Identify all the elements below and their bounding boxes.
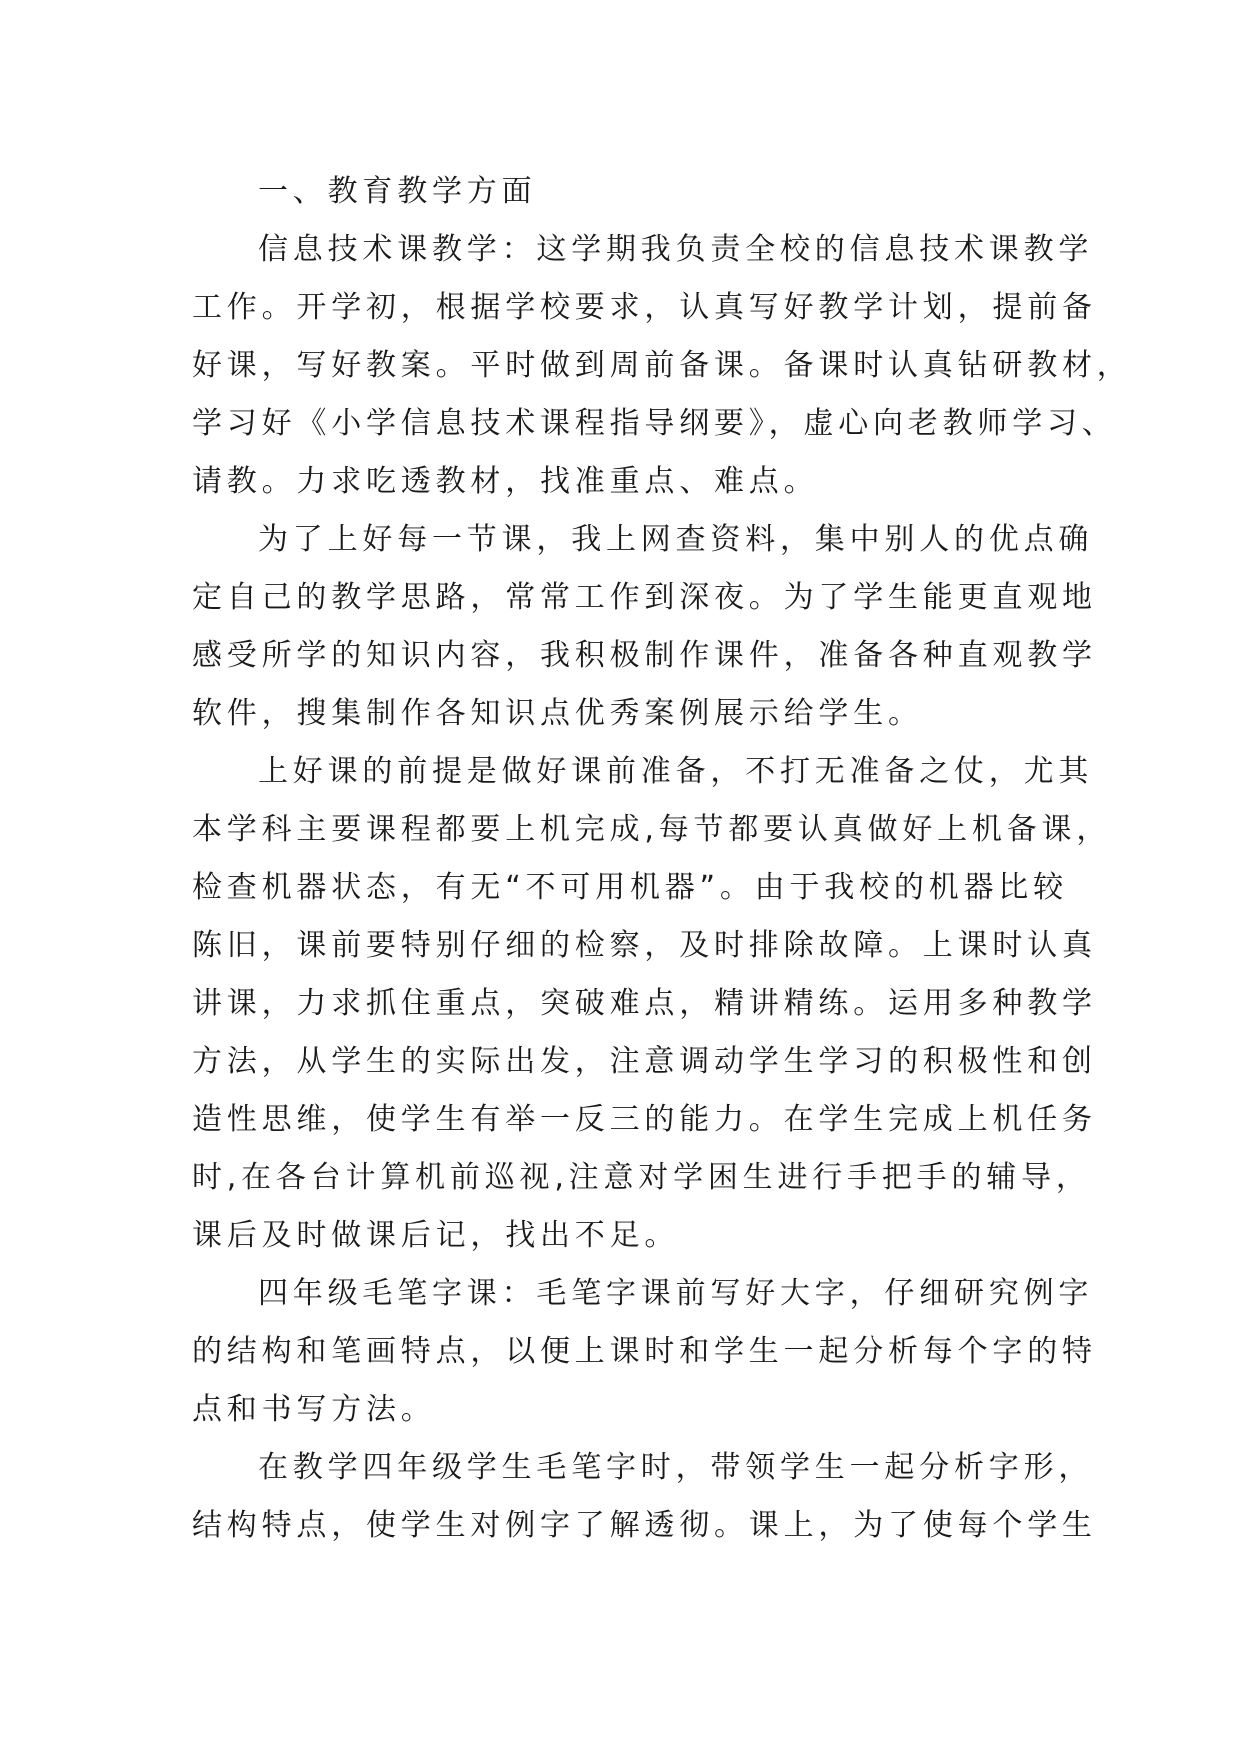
paragraph-line: 在教学四年级学生毛笔字时，带领学生一起分析字形， — [258, 1450, 1094, 1485]
paragraph-line: 方法，从学生的实际出发，注意调动学生学习的积极性和创 — [192, 1044, 1097, 1079]
paragraph-line: 讲课，力求抓住重点，突破难点，精讲精练。运用多种教学 — [192, 986, 1097, 1021]
paragraph-line: 感受所学的知识内容，我积极制作课件，准备各种直观教学 — [192, 638, 1097, 673]
paragraph-line: 软件，搜集制作各知识点优秀案例展示给学生。 — [192, 696, 923, 731]
paragraph-line: 定自己的教学思路，常常工作到深夜。为了学生能更直观地 — [192, 580, 1097, 615]
document-body — [192, 163, 1132, 1555]
paragraph-line: 结构特点，使学生对例字了解透彻。课上，为了使每个学生 — [192, 1508, 1097, 1543]
paragraph-line: 本学科主要课程都要上机完成,每节都要认真做好上机备课， — [192, 812, 1112, 847]
paragraph-line: 为了上好每一节课，我上网查资料，集中别人的优点确 — [258, 522, 1094, 557]
paragraph-line: 课后及时做课后记，找出不足。 — [192, 1218, 680, 1253]
paragraph-line: 的结构和笔画特点，以便上课时和学生一起分析每个字的特 — [192, 1334, 1097, 1369]
paragraph-line: 信息技术课教学：这学期我负责全校的信息技术课教学 — [258, 232, 1094, 267]
paragraph-line: 造性思维，使学生有举一反三的能力。在学生完成上机任务 — [192, 1102, 1097, 1137]
paragraph-line: 点和书写方法。 — [192, 1392, 436, 1427]
paragraph-line: 上好课的前提是做好课前准备，不打无准备之仗，尤其 — [258, 754, 1094, 789]
paragraph-line: 检查机器状态，有无“不可用机器”。由于我校的机器比较 — [192, 870, 1068, 905]
paragraph-line: 好课，写好教案。平时做到周前备课。备课时认真钻研教材， — [192, 348, 1132, 383]
paragraph-line: 时,在各台计算机前巡视,注意对学困生进行手把手的辅导， — [192, 1160, 1091, 1195]
paragraph-line: 学习好《小学信息技术课程指导纲要》，虚心向老教师学习、 — [192, 406, 1117, 441]
paragraph-line: 工作。开学初，根据学校要求，认真写好教学计划，提前备 — [192, 290, 1097, 325]
paragraph-line: 四年级毛笔字课：毛笔字课前写好大字，仔细研究例字 — [258, 1276, 1094, 1311]
section-heading: 一、教育教学方面 — [258, 174, 537, 209]
paragraph-line: 陈旧，课前要特别仔细的检察，及时排除故障。上课时认真 — [192, 928, 1097, 963]
paragraph-line: 请教。力求吃透教材，找准重点、难点。 — [192, 464, 819, 499]
